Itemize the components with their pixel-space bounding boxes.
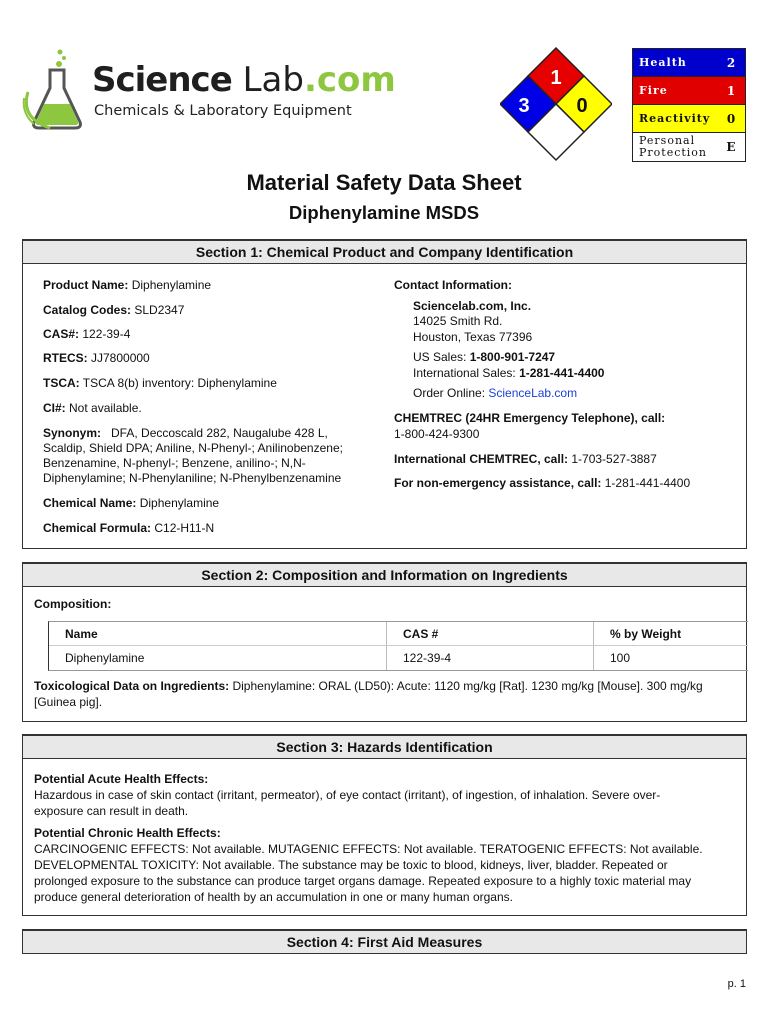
fire-label: Fire [639,84,668,97]
health-value: 2 [726,55,736,70]
reactivity-label: Reactivity [639,112,711,125]
non-emergency: For non-emergency assistance, call: 1-281-441-4400 [394,476,691,490]
hazard-rating-table [632,48,746,162]
column-header-name: Name [65,626,98,641]
cas-number: CAS#: 122-39-4 [43,327,131,341]
nfpa-reactivity-value: 0 [576,95,588,117]
address-line1: 14025 Smith Rd. [413,314,503,328]
flask-icon [20,48,86,132]
column-header-cas: CAS # [386,622,593,645]
page-number: p. 1 [727,978,746,990]
cell-cas: 122-39-4 [386,646,593,670]
table-header-row [49,622,748,646]
composition-table [48,621,748,671]
brand-tagline: Chemicals & Laboratory Equipment [94,103,352,119]
order-online-link[interactable]: ScienceLab.com [488,386,578,400]
chemtrec-label: CHEMTREC (24HR Emergency Telephone), call: [394,411,666,425]
nfpa-fire-value: 1 [550,67,562,89]
synonyms: Synonym: DFA, Deccoscald 282, Naugalube 428 L, Scaldip, Shield DPA; Aniline, N-Phenyl-; Anilinobenzene; Benzenamine, N-phenyl-; Benzene, anilino-; N,N- Diphenylamine; N-Phenylaniline; N-Phenylbenzenamine [43,426,343,485]
section3-body [22,759,747,916]
document-subtitle: Diphenylamine MSDS [288,202,480,223]
section1-body [22,264,747,549]
composition-label: Composition: [34,597,112,611]
cell-name: Diphenylamine [65,651,145,665]
catalog-codes: Catalog Codes: SLD2347 [43,303,185,317]
chemical-name: Chemical Name: Diphenylamine [43,496,220,510]
acute-health-effects: Potential Acute Health Effects: Hazardous in case of skin contact (irritant, permeator), of eye contact (irritant), of ingestion, of inhalation. Severe over- exposure can result in death. [34,772,661,818]
fire-rating-row [633,77,745,105]
address-line2: Houston, Texas 77396 [413,330,533,344]
chronic-health-effects: Potential Chronic Health Effects: CARCINOGENIC EFFECTS: Not available. MUTAGENIC EFFECTS: Not available. TERATOGENIC EFFECTS: Not available. DEVELOPMENTAL TOXICITY: Not available. The substance may be toxic to blood, kidneys, liver, bladder. Repeated or prolonged exposure to the substance can produce target organs damage. Repeated exposure to a highly toxic material may produce general deterioration of health by an accumulation in one or many human organs. [34,826,703,904]
reactivity-rating-row [633,105,745,133]
sciencelab-logo [20,46,396,132]
reactivity-value: 0 [726,111,736,126]
tsca: TSCA: TSCA 8(b) inventory: Diphenylamine [43,376,277,390]
nfpa-diamond [500,46,612,164]
personal-protection-row [633,133,745,161]
health-label: Health [639,56,687,69]
section4-heading: Section 4: First Aid Measures [22,929,747,954]
rtecs: RTECS: JJ7800000 [43,351,150,365]
health-rating-row [633,49,745,77]
chemical-formula: Chemical Formula: C12-H11-N [43,521,215,535]
section3-heading: Section 3: Hazards Identification [22,734,747,759]
intl-chemtrec: International CHEMTREC, call: 1-703-527-3887 [394,452,657,466]
section1-heading: Section 1: Chemical Product and Company Identification [22,239,747,264]
personal-protection-label: Personal Protection [639,134,708,159]
section2-body [22,587,747,722]
section2-heading: Section 2: Composition and Information on Ingredients [22,562,747,587]
contact-info-label: Contact Information: [394,278,512,292]
cell-weight: 100 [593,646,748,670]
toxicological-data: Toxicological Data on Ingredients: Diphenylamine: ORAL (LD50): Acute: 1120 mg/kg [Rat]. 1230 mg/kg [Mouse]. 300 mg/kg [Guinea pig]. [34,679,703,709]
international-sales: International Sales: 1-281-441-4400 [413,366,605,380]
column-header-weight: % by Weight [593,622,748,645]
table-row [49,646,748,670]
personal-protection-value: E [726,140,736,154]
fire-value: 1 [726,83,736,98]
us-sales: US Sales: 1-800-901-7247 [413,350,556,364]
nfpa-health-value: 3 [518,95,530,117]
chemtrec-number: 1-800-424-9300 [394,427,480,441]
order-online: Order Online: ScienceLab.com [413,386,578,400]
company-name: Sciencelab.com, Inc. [413,299,532,313]
product-name: Product Name: Diphenylamine [43,278,212,292]
document-title: Material Safety Data Sheet [246,170,522,195]
brand-name: Science Lab.com [92,60,396,100]
ci-number: CI#: Not available. [43,401,142,415]
